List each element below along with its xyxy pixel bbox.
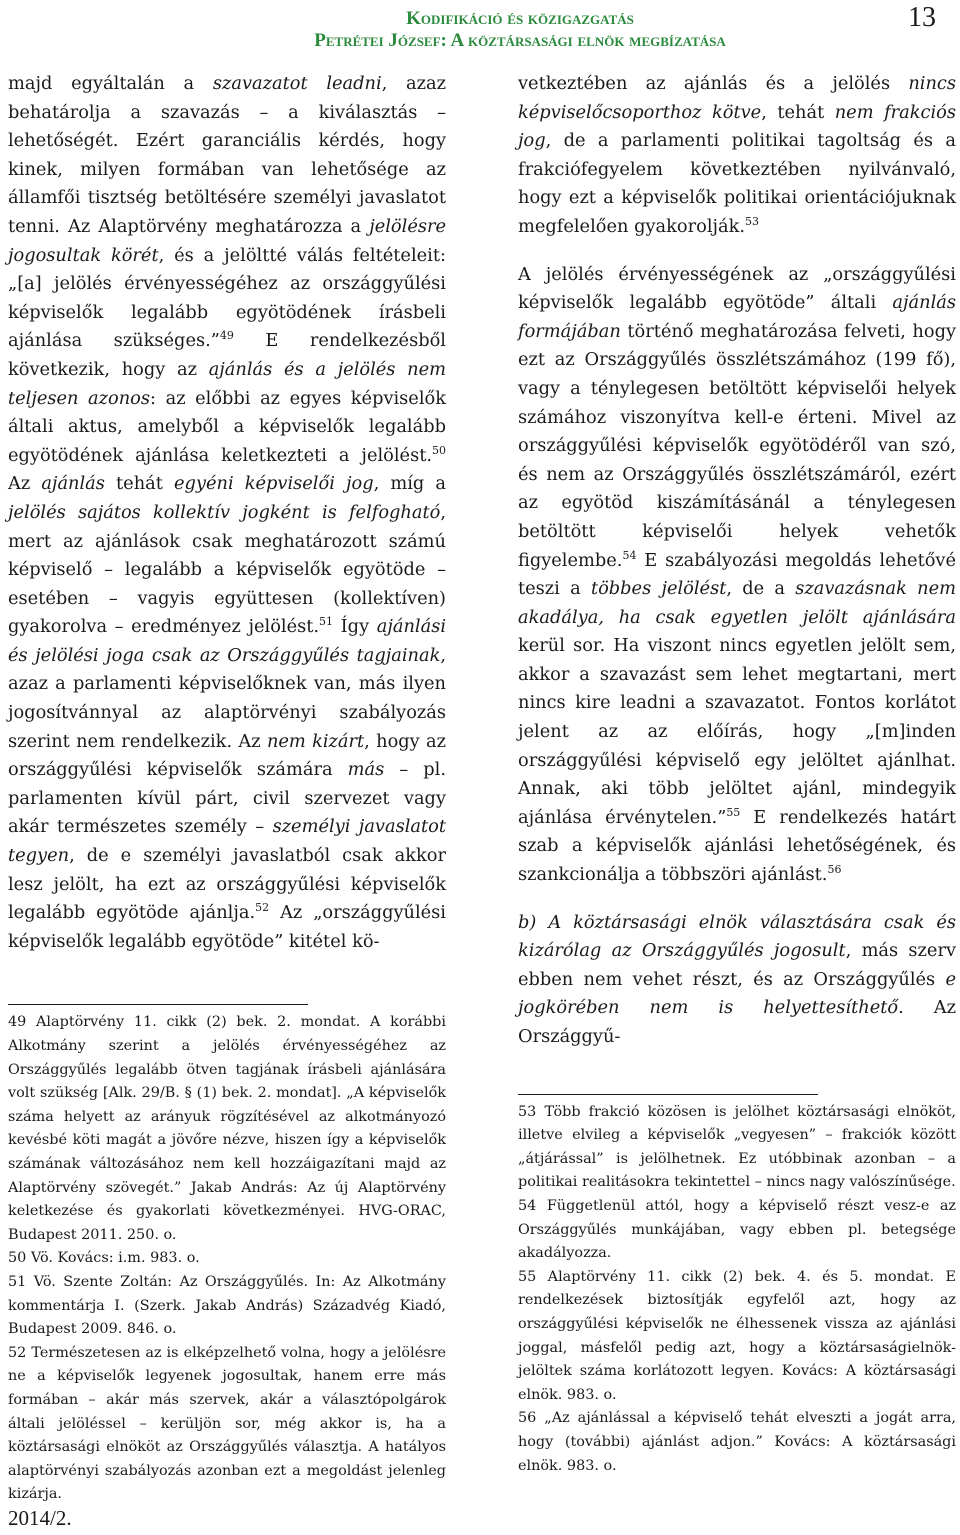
footnote-53: 53 Több frakció közösen is jelölhet köztársasági elnököt, illetve elvileg a képviselők „vegyesen” – frakciók között „átjárással” is jelölhetnek. Ez utóbbinak azonban – a politikai realitásokra tekintettel – nincs nagy valószínűsége. xyxy=(518,1103,957,1191)
issue-number: 2014/2. xyxy=(8,1506,72,1530)
footnote-55: 55 Alaptörvény 11. cikk (2) bek. 4. és 5. mondat. E rendelkezések biztosítják egyfelől azt, hogy az országgyűlési képviselők ne élhessenek vissza az ajánlási joggal, másfelől pedig azt, hogy a köztársaságielnök-jelöltek száma korlátozott legyen. Kovács: A köztársasági elnök. 983. o. xyxy=(518,1268,956,1403)
footnote-divider xyxy=(518,1094,818,1095)
right-column xyxy=(518,70,956,1478)
footnote-49: 49 Alaptörvény 11. cikk (2) bek. 2. mondat. A korábbi Alkotmány szerint a jelölés érvényességéhez az Országgyűlés legalább ötven tagjának írásbeli ajánlására volt szükség [Alk. 29/B. § (1) bek. 2. mondat]. „A képviselők száma helyett az arányuk rögzítésével az alkotmányozó kevésbé köti magát a jövőre nézve, hiszen így a képviselők számának változásához nem kell hozzáigazítani majd az Alaptörvény szövegét.” Jakab András: Az új Alaptörvény keletkezése és gyakorlati következményei. HVG-ORAC, Budapest 2011. 250. o. xyxy=(8,1014,446,1243)
right-body-text xyxy=(518,70,956,1052)
left-column xyxy=(8,70,446,1507)
footnote-54: 54 Függetlenül attól, hogy a képviselő részt vesz-e az Országgyűlés munkájában, vagy ebben pl. betegsége akadályozza. xyxy=(518,1197,956,1262)
right-paragraph-1: vetkeztében az ajánlás és a jelölés nincs képviselőcsoporthoz kötve, tehát nem frakciós jog, de a parlamenti politikai tagoltság és a frakciófegyelem következtében nyilvánvaló, hogy ezt a képviselők politikai orientációjuknak megfelelően gyakorolják.$^{53}$ xyxy=(518,73,957,237)
right-paragraph-2: A jelölés érvényességének az „országgyűlési képviselők legalább egyötöde” általi ajánlás formájában történő meghatározása felveti, hogy ezt az Országgyűlés összlétszámához (199 fő), vagy a ténylegesen betöltött képviselői helyek számához viszonyítva kell-e érteni. Mivel az országgyűlési képviselők egyötödéről van szó, és nem az Országgyűlés összlétszámáról, ezért az egyötöd kiszámításánál a ténylegesen betöltött képviselői helyek vehetők figyelembe.$^{54}$ E szabályozási megoldás lehetővé teszi a többes jelölést, de a szavazásnak nem akadálya, ha csak egyetlen jelölt ajánlására kerül sor. Ha viszont nincs egyetlen jelölt sem, akkor a szavazást sem lehet megtartani, mert nincs kire leadni a szavazatot. Fontos korlátot jelent az az előírás, hogy „[m]inden országgyűlési képviselő egy jelöltet ajánlhat. Annak, aki több jelöltet ajánl, mindegyik ajánlása érvénytelen.”$^{55}$ E rendelkezés határt szab a képviselők ajánlási lehetőségének, és szankcionálja a többszöri ajánlást.$^{56}$ xyxy=(518,263,957,886)
left-paragraph: majd egyáltalán a szavazatot leadni, azaz behatárolja a szavazás – a kiválasztás – lehetőségét. Ezért garanciális kérdés, hogy kinek, milyen formában van lehetősége az államfői tisztség betöltésére személyi javaslatot tenni. Az Alaptörvény meghatározza a jelölésre jogosultak körét, és a jelöltté válás feltételeit: „[a] jelölés érvényességéhez az országgyűlési képviselők legalább egyötödének írásbeli ajánlása szükséges.”$^{49}$ E rendelkezésből következik, hogy az ajánlás és a jelölés nem teljesen azonos: az előbbi az egyes képviselők általi aktus, amelyből a képviselők legalább egyötödének ajánlása keletkezteti a jelölést.$^{50}$ Az ajánlás tehát egyéni képviselői jog, míg a jelölés sajátos kollektív jogként is felfogható, mert az ajánlások csak meghatározott számú képviselő – legalább a képviselők egyötöde – esetében – vagyis együttesen (kollektíven) gyakorolva – eredményez jelölést.$^{51}$ Így ajánlási és jelölési joga csak az Országgyűlés tagjainak, azaz a parlamenti képviselőknek van, más ilyen jogosítvánnyal az alaptörvényi szabályozás szerint nem rendelkezik. Az nem kizárt, hogy az országgyűlési képviselők számára más – pl. parlamenten kívül párt, civil szervezet vagy akár természetes személy – személyi javaslatot tegyen, de e személyi javaslatból csak akkor lesz jelölt, ha ezt az országgyűlési képviselők legalább egyötöde ajánlja.$^{52}$ Az „országgyűlési képviselők legalább egyötöde” kitétel kö- xyxy=(8,73,447,952)
right-paragraph-3: b) A köztársasági elnök választására csak és kizárólag az Országgyűlés jogosult, más szerv ebben nem vehet részt, és az Országgyűlés e jogkörében nem is helyettesíthető. Az Országgyű- xyxy=(518,911,956,1047)
left-footnotes xyxy=(8,1011,446,1506)
right-footnotes xyxy=(518,1101,956,1479)
footnote-51: 51 Vö. Szente Zoltán: Az Országgyűlés. In: Az Alkotmány kommentárja I. (Szerk. Jakab András) Századvég Kiadó, Budapest 2009. 846. o. xyxy=(8,1273,446,1338)
footnote-50: 50 Vö. Kovács: i.m. 983. o. xyxy=(8,1250,200,1267)
journal-title: Kodifikáció és közigazgatás xyxy=(406,8,634,29)
footnote-56: 56 „Az ajánlással a képviselő tehát elveszti a jogát arra, hogy (további) ajánlást adjon.” Kovács: A köztársasági elnök. 983. o. xyxy=(518,1410,957,1474)
footnote-52: 52 Természetesen az is elképzelhető volna, hogy a jelölésre ne a képviselők legyenek jogosultak, hanem erre más formában – akár más szervek, akár a választópolgárok általi jelöléssel – kerüljön sor, még akkor is, ha a köztársasági elnököt az Országgyűlés választja. A hatályos alaptörvényi szabályozás azonban ezt a megoldást jelenleg kizárja. xyxy=(8,1344,446,1503)
footnote-divider xyxy=(8,1004,308,1005)
running-title xyxy=(240,8,800,52)
page-header xyxy=(0,0,960,60)
article-title: Petrétei József: A köztársasági elnök megbízatása xyxy=(314,30,726,51)
page-number: 13 xyxy=(908,2,936,33)
left-body-text xyxy=(8,70,446,956)
